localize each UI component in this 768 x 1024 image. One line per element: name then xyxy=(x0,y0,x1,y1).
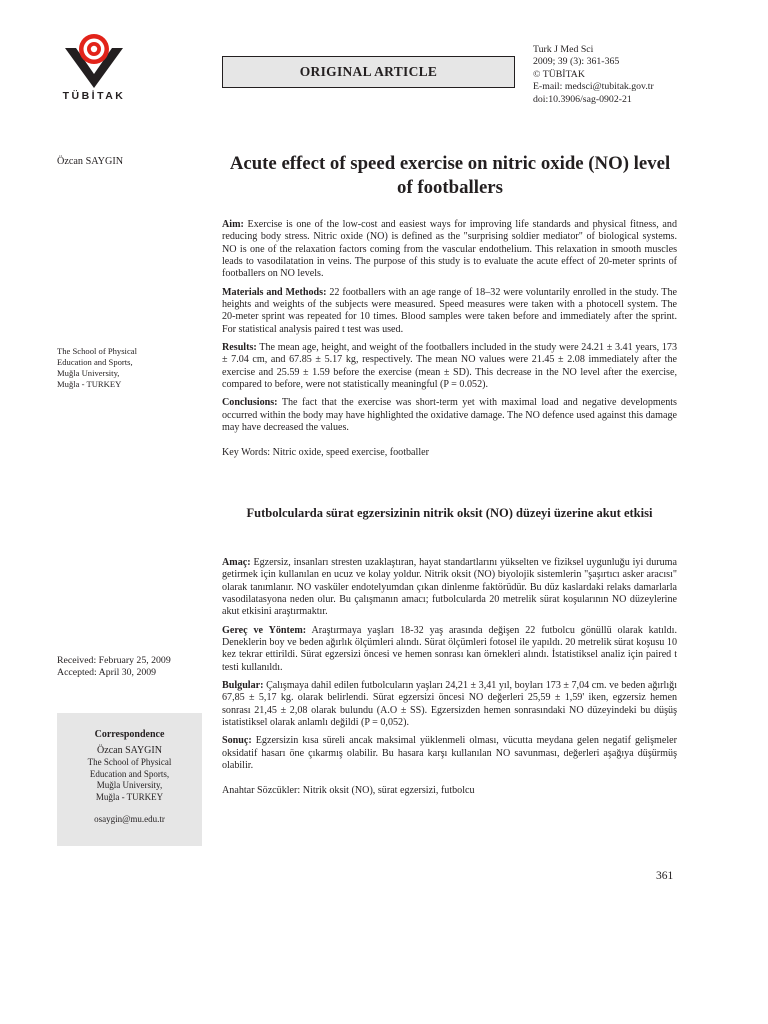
affiliation-line: Muğla - TURKEY xyxy=(57,379,122,389)
journal-doi: doi:10.3906/sag-0902-21 xyxy=(533,93,632,105)
section-label: Materials and Methods: xyxy=(222,286,327,298)
affiliation-line: The School of Physical xyxy=(57,346,137,356)
turkish-title: Futbolcularda sürat egzersizinin nitrik oksit (NO) düzeyi üzerine akut etkisi xyxy=(246,506,653,520)
section-label: Conclusions: xyxy=(222,397,278,409)
section-label: Bulgular: xyxy=(222,680,264,692)
keywords: Key Words: Nitric oxide, speed exercise, footballer xyxy=(222,446,429,458)
section-text: 22 footballers with an age range of 18–32 were voluntarily enrolled in the study. The heights and weights of the subjects were measured. Speed measures were taken with a photocell system. The 20-meter sprint was repeated for 10 times. Blood samples were taken before and immediately after the sprint. For statistical analysis paired t test was used. xyxy=(222,286,677,335)
correspondence-heading: Correspondence xyxy=(94,729,165,740)
ozet-section xyxy=(222,735,677,772)
abstract-section xyxy=(222,342,677,391)
tubitak-emblem-icon xyxy=(59,32,129,92)
section-text: The mean age, height, and weight of the footballers included in the study were 24.21 ± 3.41 years, 173 ± 7.04 cm, and 67.85 ± 5.17 kg, respectively. The mean NO values were 21.45 ± 2.08 immediately after the exercise and 25.59 ± 1.59 before the exercise (mean ± SD). This decrease in the NO level after the exercise, compared to before, were not statistically meaningful (P = 0.052). xyxy=(222,342,677,391)
correspondence-email: osaygin@mu.edu.tr xyxy=(94,813,165,824)
section-label: Gereç ve Yöntem: xyxy=(222,624,307,636)
affiliation-line: Education and Sports, xyxy=(57,357,133,367)
ozet-section xyxy=(222,625,677,674)
abstract-section xyxy=(222,287,677,336)
journal-copyright: © TÜBİTAK xyxy=(533,68,585,80)
turkish-keywords: Anahtar Sözcükler: Nitrik oksit (NO), sürat egzersizi, futbolcu xyxy=(222,784,475,796)
section-text: Exercise is one of the low-cost and easiest ways for improving life standards and physical fitness, and reducing body stress. Nitric oxide (NO) is defined as the "surprising soldier mediator" of biological systems. NO is one of the relaxation factors coming from the vascular endothelium. This relaxation in smooth muscles leads to vasodilatation in veins. The purpose of this study is to evaluate the acute effect of 20-meter sprints of footballers on NO levels. xyxy=(222,219,677,280)
section-label: Sonuç: xyxy=(222,735,252,747)
abstract-section xyxy=(222,219,677,281)
turkish-abstract xyxy=(222,557,677,803)
section-text: The fact that the exercise was short-term yet with maximal load and negative developments occurred within the body may have highlighted the oxidative damage. The NO defence used against this damage may have decreased the values. xyxy=(222,397,677,434)
page-number: 361 xyxy=(656,870,674,882)
section-text: Çalışmaya dahil edilen futbolcuların yaşları 24,21 ± 3,41 yıl, boyları 173 ± 7,04 cm. ve beden ağırlığı 67,85 ± 5,17 kg. olarak belirlendi. Sürat egzersizi öncesi NO değerleri 25,59 ± 1,59' iken, egzersiz hemen sonrası 21,45 ± 2,08 olarak bulundu (A.O ± SS). Egzersizden hemen sonrasındaki NO düzeyindeki bu düşüş istatistiksel olarak anlamlı değildi (P = 0,052). xyxy=(222,680,677,729)
journal-citation-volume: 2009; 39 (3): 361-365 xyxy=(533,56,620,68)
correspondence-name: Özcan SAYGIN xyxy=(97,744,162,756)
section-text: Egzersiz, insanları stresten uzaklaştıran, hayat standartlarını yükselten ve fiziksel uygunluğu iyi duruma getirmek için kullanılan en ucuz ve kolay yoldur. Nitrik oksit (NO) biyolojik sistemlerin "şaşırtıcı asker aracısı" olarak tanımlanır. NO vasküler endotelyumdan çıkan dinlenme faktörüdür. Bu düz kaslardaki relaks damarlarla vasodilatasyona neden olur. Bu çalışmanın amacı; futbolcularda 20 metrelik sürat koşularının NO düzeylerine akut etkisini araştırmaktır. xyxy=(222,557,677,618)
section-label: Results: xyxy=(222,342,257,354)
journal-info xyxy=(533,44,753,106)
author-affiliation xyxy=(57,346,187,390)
correspondence-line: Education and Sports, xyxy=(89,768,170,779)
abstract-section xyxy=(222,397,677,434)
correspondence-line: Muğla - TURKEY xyxy=(95,791,164,802)
english-abstract xyxy=(222,219,677,465)
publisher-logo-text: TÜBİTAK xyxy=(62,90,126,102)
journal-email: E-mail: medsci@tubitak.gov.tr xyxy=(533,81,654,93)
ozet-section xyxy=(222,680,677,729)
tubitak-logo xyxy=(52,32,136,112)
submission-dates xyxy=(57,655,207,680)
correspondence-line: Muğla University, xyxy=(96,780,163,791)
affiliation-line: Muğla University, xyxy=(57,368,120,378)
article-title: Acute effect of speed exercise on nitric oxide (NO) level of footballers xyxy=(229,153,671,198)
author-name: Özcan SAYGIN xyxy=(57,156,124,167)
ozet-section xyxy=(222,557,677,619)
section-label: Amaç: xyxy=(222,557,251,568)
correspondence-line: The School of Physical xyxy=(87,757,172,768)
journal-citation-name: Turk J Med Sci xyxy=(533,44,594,55)
received-date: Received: February 25, 2009 xyxy=(57,655,171,666)
correspondence-box xyxy=(57,713,202,846)
section-label: Aim: xyxy=(222,219,244,230)
accepted-date: Accepted: April 30, 2009 xyxy=(57,667,157,679)
section-text: Araştırmaya yaşları 18-32 yaş arasında değişen 22 futbolcu gönüllü olarak katıldı. Deneklerin boy ve beden ağırlık ölçümleri alındı. Sürat ölçümleri fotosel ile yapıldı. 20 metrelik sürat koşusu 10 kez tekrar ettirildi. Sürat egzersizi öncesi ve hemen sonrası kan örnekleri alındı. İstatistiksel analiz için paired t testi kullanıldı. xyxy=(222,624,677,673)
section-text: Egzersizin kısa süreli ancak maksimal yüklenmeli olması, vücutta meydana gelen negatif gelişmeler oksidatif hasarı öne çıkarmış olabilir. Bu hasara karşı kullanılan NO savunması, değerleri aşağıya düşürmüş olabilir. xyxy=(222,735,677,772)
article-type-label: ORIGINAL ARTICLE xyxy=(222,56,515,88)
